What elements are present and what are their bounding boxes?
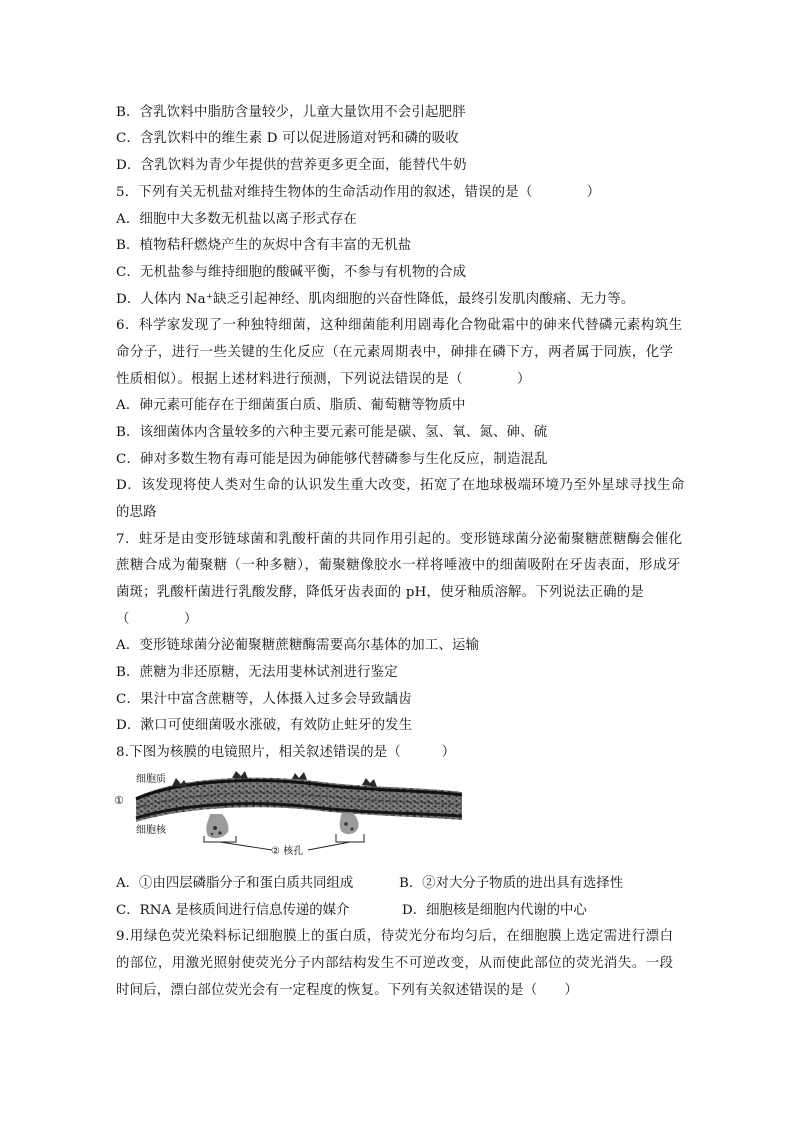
q7-stem-line2: 蔗糖合成为葡聚糖（一种多糖），葡聚糖像胶水一样将唾液中的细菌吸附在牙齿表面，形成牙 xyxy=(116,558,681,573)
q7-stem-line3: 菌斑；乳酸杆菌进行乳酸发酵，降低牙齿表面的 pH，使牙釉质溶解。下列说法正确的是 xyxy=(116,585,644,600)
nuclear-pore-left xyxy=(206,814,228,838)
q7-option-c: C．果汁中富含蔗糖等，人体摄入过多会导致龋齿 xyxy=(116,692,412,707)
q5-option-b: B．植物秸秆燃烧产生的灰烬中含有丰富的无机盐 xyxy=(116,238,412,253)
q7-option-d: D．漱口可使细菌吸水涨破，有效防止蛀牙的发生 xyxy=(116,718,413,733)
q5-option-c: C．无机盐参与维持细胞的酸碱平衡，不参与有机物的合成 xyxy=(116,265,467,280)
q7-stem-line4: （ ） xyxy=(116,612,198,627)
q6-option-d-line2: 的思路 xyxy=(116,505,157,520)
q6-stem-line1: 6．科学家发现了一种独特细菌，这种细菌能利用剧毒化合物砒霜中的砷来代替磷元素构筑生 xyxy=(116,318,683,333)
q6-option-d-line1: D．该发现将使人类对生命的认识发生重大改变，拓宽了在地球极端环境乃至外星球寻找生命 xyxy=(116,478,685,493)
label-cytoplasm: 细胞质 xyxy=(136,774,166,785)
q8-option-c: C．RNA 是核质间进行信息传递的媒介 xyxy=(116,903,350,918)
q5-stem: 5．下列有关无机盐对维持生物体的生命活动作用的叙述，错误的是（ ） xyxy=(116,185,601,200)
label-nuclear-pore: ② 核孔 xyxy=(271,846,304,857)
q6-option-a: A．砷元素可能存在于细菌蛋白质、脂质、葡萄糖等物质中 xyxy=(116,398,466,413)
q6-option-b: B．该细菌体内含量较多的六种主要元素可能是碳、氢、氧、氮、砷、硫 xyxy=(116,425,548,440)
q8-option-d: D．细胞核是细胞内代谢的中心 xyxy=(402,903,587,918)
q6-stem-line2: 命分子，进行一些关键的生化反应（在元素周期表中，砷排在磷下方，两者属于同族，化学 xyxy=(116,345,674,360)
q5-option-a: A．细胞中大多数无机盐以离子形式存在 xyxy=(116,212,357,227)
q4-option-c: C．含乳饮料中的维生素 D 可以促进肠道对钙和磷的吸收 xyxy=(116,131,459,146)
q8-option-b: B．②对大分子物质的进出具有选择性 xyxy=(399,876,624,891)
label-nucleus: 细胞核 xyxy=(136,825,166,836)
q7-option-a: A．变形链球菌分泌葡聚糖蔗糖酶需要高尔基体的加工、运输 xyxy=(116,638,480,653)
q5-option-d: D．人体内 Na⁺缺乏引起神经、肌肉细胞的兴奋性降低，最终引发肌肉酸痛、无力等。 xyxy=(116,292,635,307)
nuclear-pore-right xyxy=(340,812,359,834)
q8-stem: 8.下图为核膜的电镜照片，相关叙述错误的是（ ） xyxy=(116,745,456,760)
q8-option-a: A．①由四层磷脂分子和蛋白质共同组成 xyxy=(116,876,354,891)
label-marker-1: ① xyxy=(114,794,124,807)
q9-stem-line2: 的部位，用激光照射使荧光分子内部结构发生不可逆改变，从而使此部位的荧光消失。一段 xyxy=(116,956,674,971)
pore-bracket-right xyxy=(336,834,364,842)
q6-stem-line3: 性质相似）。根据上述材料进行预测，下列说法错误的是（ ） xyxy=(116,372,531,387)
q9-stem-line3: 时间后，漂白部位荧光会有一定程度的恢复。下列有关叙述错误的是（ ） xyxy=(116,983,579,998)
q9-stem-line1: 9.用绿色荧光染料标记细胞膜上的蛋白质，待荧光分布均匀后，在细胞膜上选定需进行漂白 xyxy=(116,929,674,944)
nuclear-envelope-micrograph xyxy=(112,770,462,860)
q4-option-b: B．含乳饮料中脂肪含量较少，儿童大量饮用不会引起肥胖 xyxy=(116,105,466,120)
q7-stem-line1: 7．蛀牙是由变形链球菌和乳酸杆菌的共同作用引起的。变形链球菌分泌葡聚糖蔗糖酶会催化 xyxy=(116,532,683,547)
q7-option-b: B．蔗糖为非还原糖，无法用斐林试剂进行鉴定 xyxy=(116,665,398,680)
q6-option-c: C．砷对多数生物有毒可能是因为砷能够代替磷参与生化反应，制造混乱 xyxy=(116,452,548,467)
q4-option-d: D．含乳饮料为青少年提供的营养更多更全面，能替代牛奶 xyxy=(116,158,467,173)
